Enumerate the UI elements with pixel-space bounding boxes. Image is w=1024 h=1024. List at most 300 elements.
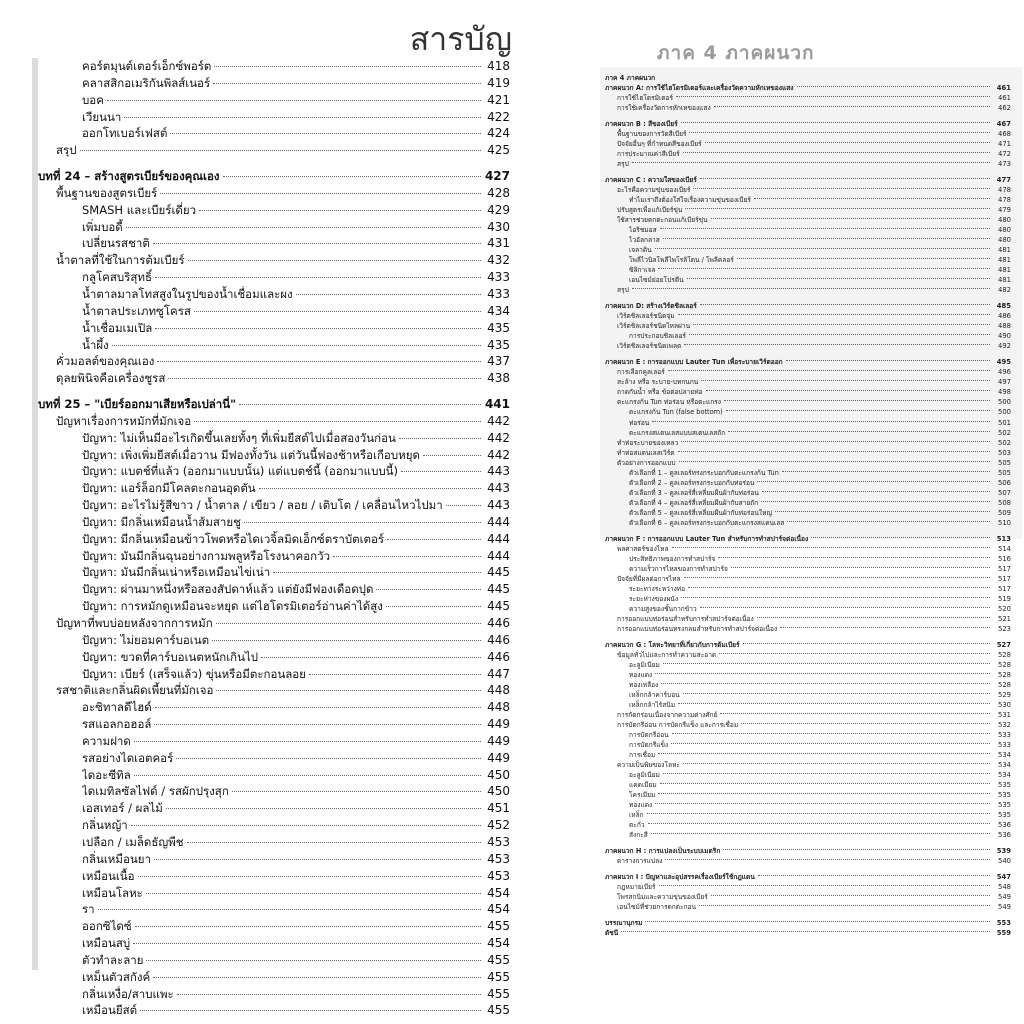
toc-entry-label: ตัวเลือกที่ 2 – คูลเลอร์ทรงกระบอกกับท่อร่อน	[629, 478, 755, 487]
toc-entry-page-number: 523	[998, 624, 1011, 633]
toc-chapter-entry[interactable]	[593, 301, 1011, 311]
toc-entry-label: รสชาติและกลิ่นผิดเพี้ยนที่มักเจอ	[56, 683, 214, 698]
toc-entry-label: ปัญหา: ไม่เห็นมีอะไรเกิดขึ้นเลยทั้งๆ ที่เพิ่มยีสต์ไปเมื่อสองวันก่อน	[82, 430, 396, 445]
toc-entry-label: เจลาติน	[629, 246, 652, 255]
toc-entry[interactable]	[593, 584, 1011, 594]
toc-entry[interactable]	[0, 649, 510, 666]
toc-entry-page-number: 455	[487, 919, 510, 934]
toc-entry-label: รสอย่างไดเอตคอร์	[82, 750, 174, 765]
toc-entry[interactable]	[593, 856, 1011, 866]
toc-entry-label: ปัจจัยอื่นๆ ที่กำหนดสีของเบียร์	[617, 140, 702, 149]
dot-leader	[700, 304, 990, 305]
dot-leader	[655, 248, 990, 249]
toc-entry[interactable]	[0, 235, 510, 252]
toc-entry[interactable]	[593, 428, 1011, 438]
dot-leader	[194, 421, 481, 422]
toc-entry[interactable]	[593, 311, 1011, 321]
toc-entry[interactable]	[593, 275, 1011, 285]
toc-entry[interactable]	[593, 468, 1011, 478]
toc-entry-label: เวิร์ตชิลเลอร์ชนิดเพลต	[617, 342, 682, 351]
toc-entry-page-number: 442	[487, 447, 510, 462]
toc-entry[interactable]	[0, 986, 510, 1003]
toc-entry[interactable]	[593, 377, 1011, 387]
toc-entry[interactable]	[593, 407, 1011, 417]
toc-chapter-entry[interactable]	[593, 534, 1011, 544]
toc-entry-label: ตัวเลือกที่ 3 – คูลเลอร์สี่เหลี่ยมผืนผ้ากับท่อร่อน	[629, 488, 759, 497]
toc-entry[interactable]	[0, 463, 510, 480]
toc-entry[interactable]	[593, 800, 1011, 810]
dot-leader	[273, 572, 481, 573]
dot-leader	[681, 441, 990, 442]
toc-entry[interactable]	[593, 225, 1011, 235]
toc-entry-label: ปัญหา: เบียร์ (เสร็จแล้ว) ขุ่นหรือมีตะกอนลอย	[82, 666, 306, 681]
dot-leader	[660, 228, 990, 229]
toc-entry[interactable]	[0, 142, 510, 159]
toc-entry[interactable]	[0, 682, 510, 699]
toc-entry-page-number: 534	[998, 771, 1011, 780]
toc-entry-label: ปัญหา: ผ่านมาหนึ่งหรือสองสัปดาห์แล้ว แต่ยังมีฟองเดือดปุด	[82, 582, 374, 597]
dot-leader	[232, 791, 481, 792]
toc-chapter-entry[interactable]	[593, 119, 1011, 129]
toc-entry-page-number: 443	[487, 498, 510, 513]
toc-entry[interactable]	[593, 830, 1011, 840]
toc-entry-page-number: 448	[487, 700, 510, 715]
dot-leader	[153, 243, 481, 244]
toc-entry-page-number: 441	[484, 397, 510, 412]
toc-entry-label: กลิ่นหญ้า	[82, 818, 128, 833]
toc-entry[interactable]	[0, 918, 510, 935]
toc-entry[interactable]	[0, 750, 510, 767]
toc-entry-page-number: 508	[998, 498, 1011, 507]
toc-entry-label: เหมือนเนื้อ	[82, 868, 135, 883]
toc-entry-label: ถาดกันน้ำ หรือ ข้อต่อปลายท่อ	[617, 388, 703, 397]
toc-entry[interactable]	[0, 480, 510, 497]
dot-leader	[663, 773, 990, 774]
toc-entry-label: ออกซิไดซ์	[82, 919, 132, 934]
toc-entry-page-number: 549	[998, 893, 1011, 902]
page-title: ภาค 4 ภาคผนวก	[657, 42, 815, 64]
toc-entry-label: ภาคผนวก C : ความใสของเบียร์	[605, 176, 697, 185]
toc-chapter-entry[interactable]	[593, 83, 1011, 93]
toc-entry[interactable]	[0, 337, 510, 354]
dot-leader	[138, 876, 481, 877]
toc-entry-label: ภาคผนวก B : สีของเบียร์	[605, 120, 678, 129]
toc-entry-page-number: 486	[998, 312, 1011, 321]
toc-entry[interactable]	[593, 730, 1011, 740]
toc-entry[interactable]	[593, 902, 1011, 912]
toc-entry-label: ทองแดง	[629, 801, 653, 810]
toc-entry[interactable]	[593, 438, 1011, 448]
toc-entry-label: เวียนนา	[82, 109, 122, 124]
toc-entry-page-number: 444	[487, 514, 510, 529]
toc-entry-page-number: 450	[487, 767, 510, 782]
toc-entry-label: ประสิทธิภาพของการทำสปาร์จ	[629, 554, 716, 563]
toc-entry-page-number: 503	[998, 448, 1011, 457]
toc-entry-label: สรุป	[56, 143, 77, 158]
toc-entry-label: คลาสสิกอเมริกันพิลส์เนอร์	[82, 75, 211, 90]
toc-entry[interactable]	[593, 650, 1011, 660]
dot-leader	[177, 994, 481, 995]
toc-entry-page-number: 513	[996, 534, 1011, 543]
dot-leader	[711, 895, 990, 896]
toc-entry[interactable]	[593, 331, 1011, 341]
dot-leader	[701, 380, 990, 381]
toc-entry[interactable]	[593, 594, 1011, 604]
toc-entry[interactable]	[0, 252, 510, 269]
toc-entry[interactable]	[0, 320, 510, 337]
toc-entry[interactable]	[593, 478, 1011, 488]
toc-entry[interactable]	[0, 353, 510, 370]
dot-leader	[632, 288, 990, 289]
toc-entry[interactable]	[593, 690, 1011, 700]
toc-entry-label: ปัญหา: แบตช์ที่แล้ว (ออกมาแบบนั้น) แต่แบตช์นี้ (ออกมาแบบนี้)	[82, 464, 399, 479]
dot-leader	[655, 803, 990, 804]
toc-entry-label: เหล็กกล้าคาร์บอน	[629, 690, 680, 699]
toc-entry[interactable]	[0, 767, 510, 784]
toc-entry-page-number: 449	[487, 750, 510, 765]
toc-entry[interactable]	[0, 935, 510, 952]
toc-entry-label: เหมือนยีสต์	[82, 1003, 138, 1018]
toc-entry-label: ภาคผนวก I : ปัญหาและอุปสรรคเรื่องเบียร์ใช้กฎแดน	[605, 873, 755, 882]
toc-entry-label: ปัญหา: ขวดที่คาร์บอเนตหนักเกินไป	[82, 649, 259, 664]
toc-entry-label: รา	[82, 902, 95, 917]
toc-entry[interactable]	[593, 195, 1011, 205]
toc-entry[interactable]	[0, 202, 510, 219]
toc-entry-page-number: 449	[487, 717, 510, 732]
toc-entry[interactable]	[593, 488, 1011, 498]
toc-entry-label: คั่วมอลต์ของคุณเอง	[56, 354, 155, 369]
dot-leader	[676, 96, 990, 97]
toc-entry[interactable]	[593, 770, 1011, 780]
toc-entry-label: ภาคผนวก A: การใช้ไฮโดรมิเตอร์และเครื่องวัดความหักเหของแสง	[605, 84, 794, 93]
dot-leader	[386, 606, 481, 607]
toc-entry[interactable]	[593, 255, 1011, 265]
toc-entry[interactable]	[593, 544, 1011, 554]
toc-entry[interactable]	[0, 615, 510, 632]
toc-entry-page-number: 520	[998, 604, 1011, 613]
toc-entry-page-number: 516	[998, 554, 1011, 563]
toc-entry[interactable]	[0, 58, 510, 75]
toc-entry[interactable]	[0, 269, 510, 286]
toc-entry-label: เปลี่ยนรสชาติ	[82, 236, 150, 251]
toc-entry[interactable]	[593, 321, 1011, 331]
toc-entry[interactable]	[0, 413, 510, 430]
dot-leader	[719, 653, 990, 654]
toc-entry[interactable]	[0, 834, 510, 851]
toc-entry-label: แคดเมียม	[629, 781, 657, 790]
dot-leader	[216, 623, 481, 624]
toc-entry-page-number: 535	[998, 801, 1011, 810]
toc-entry[interactable]	[593, 397, 1011, 407]
dot-leader	[154, 724, 481, 725]
toc-chapter-entry[interactable]	[593, 846, 1011, 856]
toc-entry-label: ปัญหาที่พบบ่อยหลังจากการหมัก	[56, 616, 213, 630]
dot-leader	[687, 278, 990, 279]
dot-leader	[621, 931, 990, 932]
toc-entry-label: ตัวเลือกที่ 6 – คูลเลอร์ทรงกระบอกกับตะแกรงสแตนเลส	[629, 518, 785, 527]
toc-entry-page-number: 430	[487, 219, 510, 234]
toc-entry-label: ไวอัลกลาส	[629, 236, 660, 245]
toc-entry[interactable]	[0, 716, 510, 733]
toc-entry-label: ท่อร่อน	[629, 418, 650, 427]
toc-entry-page-number: 435	[487, 320, 510, 335]
toc-entry-label: ภาคผนวก F : การออกแบบ Lauter Tun สำหรับการทำสปาร์จต่อเนื่อง	[605, 534, 809, 543]
toc-entry[interactable]	[0, 952, 510, 969]
toc-entry-label: ทำท่อสแตนเลสเวิร์ต	[617, 448, 675, 457]
dot-leader	[194, 311, 481, 312]
toc-chapter-entry[interactable]	[593, 175, 1011, 185]
toc-entry[interactable]	[593, 93, 1011, 103]
dot-leader	[168, 378, 481, 379]
toc-entry[interactable]	[0, 699, 510, 716]
toc-entry-label: น้ำเชื่อมเมเปิล	[82, 320, 153, 335]
toc-entry[interactable]	[0, 598, 510, 615]
toc-entry-page-number: 442	[487, 430, 510, 445]
dot-leader	[775, 511, 990, 512]
dot-leader	[672, 733, 990, 734]
dot-leader	[333, 556, 481, 557]
toc-entry[interactable]	[593, 614, 1011, 624]
toc-entry[interactable]	[0, 901, 510, 918]
toc-entry[interactable]	[0, 1002, 510, 1019]
toc-entry-page-number: 447	[487, 666, 510, 681]
toc-entry-page-number: 528	[998, 650, 1011, 659]
toc-entry[interactable]	[0, 370, 510, 387]
toc-entry[interactable]	[0, 817, 510, 834]
toc-entry[interactable]	[593, 448, 1011, 458]
dot-leader	[700, 607, 990, 608]
toc-entry-page-number: 507	[998, 488, 1011, 497]
toc-entry-label: ปัญหา: การหมักดูเหมือนจะหยุด แต่ไฮโดรมิเตอร์อ่านค่าได้สูง	[82, 599, 383, 614]
toc-entry[interactable]	[593, 205, 1011, 215]
dot-leader	[387, 539, 481, 540]
toc-entry-page-number: 433	[487, 270, 510, 285]
toc-entry-label: ซิลิกาเจล	[629, 266, 656, 275]
dot-leader	[134, 775, 481, 776]
toc-entry[interactable]	[593, 670, 1011, 680]
toc-entry-page-number: 539	[996, 847, 1011, 856]
toc-entry[interactable]	[593, 235, 1011, 245]
dot-leader	[761, 501, 990, 502]
toc-entry[interactable]	[0, 92, 510, 109]
toc-entry[interactable]	[0, 885, 510, 902]
toc-entry[interactable]	[593, 129, 1011, 139]
toc-chapter-entry[interactable]	[593, 73, 1011, 83]
toc-entry-page-number: 428	[487, 185, 510, 200]
toc-entry[interactable]	[593, 458, 1011, 468]
toc-entry[interactable]	[593, 508, 1011, 518]
toc-entry[interactable]	[593, 710, 1011, 720]
toc-entry[interactable]	[593, 418, 1011, 428]
toc-entry-page-number: 528	[998, 670, 1011, 679]
toc-entry-page-number: 514	[998, 544, 1011, 553]
toc-entry-page-number: 452	[487, 818, 510, 833]
toc-entry[interactable]	[593, 159, 1011, 169]
dot-leader	[661, 683, 990, 684]
toc-entry[interactable]	[593, 660, 1011, 670]
toc-chapter-entry[interactable]	[0, 168, 510, 185]
dot-leader	[718, 557, 990, 558]
toc-entry[interactable]	[593, 892, 1011, 902]
toc-entry[interactable]	[593, 149, 1011, 159]
toc-entry-label: ออกโทเบอร์เฟสต์	[82, 126, 168, 141]
toc-entry[interactable]	[593, 245, 1011, 255]
toc-entry-page-number: 446	[487, 616, 510, 630]
toc-entry[interactable]	[0, 447, 510, 464]
toc-entry-label: เอนไซม์ย่อยโปรตีน	[629, 276, 684, 285]
toc-entry[interactable]	[0, 783, 510, 800]
toc-entry[interactable]	[593, 498, 1011, 508]
toc-entry[interactable]	[593, 760, 1011, 770]
toc-entry[interactable]	[0, 868, 510, 885]
toc-entry[interactable]	[0, 800, 510, 817]
dot-leader	[259, 488, 481, 489]
toc-entry[interactable]	[593, 367, 1011, 377]
toc-entry[interactable]	[593, 215, 1011, 225]
toc-entry-label: ความเป็นพิษของโลหะ	[617, 761, 680, 770]
dot-leader	[723, 849, 990, 850]
toc-entry-label: ความเร็วการไหลของการทำสปาร์จ	[629, 564, 728, 573]
toc-entry[interactable]	[593, 780, 1011, 790]
dot-leader	[741, 723, 990, 724]
dot-leader	[724, 400, 990, 401]
toc-entry[interactable]	[0, 548, 510, 565]
toc-entry-page-number: 478	[998, 196, 1011, 205]
toc-entry-label: การเลือกคูลเลอร์	[617, 368, 665, 377]
dot-leader	[688, 587, 990, 588]
toc-entry[interactable]	[593, 720, 1011, 730]
toc-entry[interactable]	[0, 969, 510, 986]
toc-entry[interactable]	[593, 790, 1011, 800]
toc-entry[interactable]	[0, 286, 510, 303]
toc-entry-label: สังกะสี	[629, 831, 648, 840]
toc-entry[interactable]	[593, 700, 1011, 710]
toc-entry[interactable]	[0, 219, 510, 236]
toc-entry-label: เพิ่มบอดี้	[82, 219, 123, 234]
toc-entry-page-number: 455	[487, 986, 510, 1001]
toc-entry[interactable]	[0, 430, 510, 447]
dot-leader	[655, 673, 990, 674]
toc-entry-label: รสแอลกอฮอล์	[82, 717, 152, 732]
toc-chapter-entry[interactable]	[593, 872, 1011, 882]
toc-chapter-entry[interactable]	[593, 928, 1011, 938]
toc-entry[interactable]	[0, 514, 510, 531]
toc-entry-page-number: 478	[998, 186, 1011, 195]
toc-entry[interactable]	[0, 125, 510, 142]
toc-entry[interactable]	[593, 518, 1011, 528]
toc-entry-label: บทที่ 25 – "เบียร์ออกมาเสียหรือเปล่านี่"	[38, 397, 237, 412]
toc-chapter-entry[interactable]	[593, 918, 1011, 928]
toc-entry-page-number: 422	[487, 109, 510, 124]
dot-leader	[648, 823, 990, 824]
toc-entry-page-number: 548	[998, 883, 1011, 892]
toc-entry[interactable]	[593, 740, 1011, 750]
toc-entry-label: การออกแบบท่อร่อนสำหรับการทำสปาร์จต่อเนื่อง	[617, 614, 754, 623]
toc-entry-page-number: 481	[998, 266, 1011, 275]
toc-entry[interactable]	[593, 820, 1011, 830]
toc-entry-page-number: 533	[998, 730, 1011, 739]
toc-entry-page-number: 535	[998, 781, 1011, 790]
toc-entry-label: สะล้าง หรือ ระบาย-บทกนกน	[617, 378, 699, 387]
dot-leader	[155, 328, 481, 329]
toc-entry[interactable]	[593, 265, 1011, 275]
toc-entry[interactable]	[593, 554, 1011, 564]
toc-entry[interactable]	[593, 139, 1011, 149]
toc-entry-label: ปัญหา: อะไรไม่รู้สีขาว / น้ำตาล / เขียว / ลอย / เติบโต / เคลื่อนไหวไปมา	[82, 498, 443, 513]
dot-leader	[124, 117, 481, 118]
toc-entry[interactable]	[593, 387, 1011, 397]
toc-entry[interactable]	[593, 750, 1011, 760]
dot-leader	[632, 162, 990, 163]
toc-entry-label: กลิ่นเหงื่อ/สาบแพะ	[82, 986, 174, 1001]
toc-entry[interactable]	[0, 851, 510, 868]
dot-leader	[647, 813, 990, 814]
toc-entry[interactable]	[0, 185, 510, 202]
toc-entry[interactable]	[593, 624, 1011, 634]
toc-entry[interactable]	[0, 632, 510, 649]
toc-entry[interactable]	[593, 185, 1011, 195]
toc-entry[interactable]	[0, 109, 510, 126]
toc-entry-page-number: 424	[487, 126, 510, 141]
toc-entry-page-number: 445	[487, 565, 510, 580]
dot-leader	[780, 627, 990, 628]
toc-entry-label: การประกอบชิลเลอร์	[629, 332, 686, 341]
toc-entry-label: ทองเหลือง	[629, 680, 659, 689]
dot-leader	[645, 921, 990, 922]
toc-entry[interactable]	[593, 882, 1011, 892]
toc-entry-page-number: 502	[998, 428, 1011, 437]
dot-leader	[782, 471, 990, 472]
dot-leader	[212, 640, 481, 641]
toc-entry[interactable]	[0, 581, 510, 598]
toc-entry[interactable]	[593, 564, 1011, 574]
toc-entry[interactable]	[0, 564, 510, 581]
toc-entry-label: ความฝาด	[82, 733, 131, 748]
toc-chapter-entry[interactable]	[593, 640, 1011, 650]
toc-entry-page-number: 480	[998, 236, 1011, 245]
toc-entry[interactable]	[0, 303, 510, 320]
toc-entry-page-number: 446	[487, 632, 510, 647]
toc-entry[interactable]	[0, 497, 510, 514]
toc-entry-page-number: 498	[998, 388, 1011, 397]
toc-entry-page-number: 468	[998, 130, 1011, 139]
toc-entry[interactable]	[593, 680, 1011, 690]
toc-entry[interactable]	[593, 103, 1011, 113]
toc-chapter-entry[interactable]	[593, 357, 1011, 367]
toc-entry[interactable]	[0, 733, 510, 750]
toc-entry-page-number: 501	[998, 418, 1011, 427]
toc-entry[interactable]	[593, 285, 1011, 295]
toc-entry[interactable]	[0, 75, 510, 92]
toc-entry-label: ปัญหา: ไม่ยอมคาร์บอเนต	[82, 632, 210, 647]
toc-entry[interactable]	[593, 574, 1011, 584]
toc-entry[interactable]	[0, 666, 510, 683]
toc-entry-label: บอค	[82, 92, 104, 107]
dot-leader	[244, 522, 481, 523]
dot-leader	[216, 690, 481, 691]
toc-entry[interactable]	[593, 341, 1011, 351]
toc-entry-page-number: 455	[487, 1003, 510, 1018]
toc-entry[interactable]	[593, 604, 1011, 614]
toc-chapter-entry[interactable]	[0, 396, 510, 413]
dot-leader	[685, 208, 990, 209]
dot-leader	[705, 142, 990, 143]
toc-entry-label: ภาคผนวก H : การแปลงเป็นระบบเมตริก	[605, 847, 721, 856]
toc-entry[interactable]	[0, 531, 510, 548]
dot-leader	[678, 314, 990, 315]
dot-leader	[693, 324, 990, 325]
toc-entry[interactable]	[593, 810, 1011, 820]
